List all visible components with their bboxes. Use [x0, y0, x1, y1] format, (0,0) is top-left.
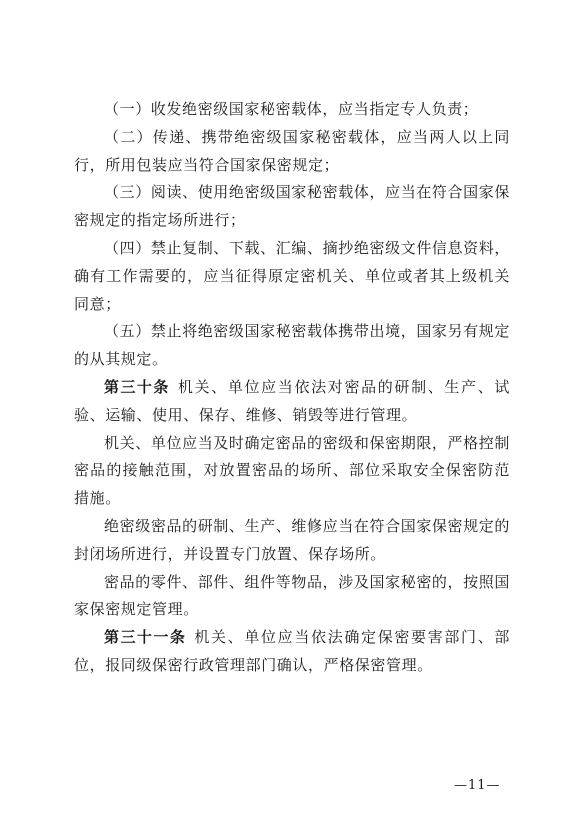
- paragraph-3-text: （三）阅读、使用绝密级国家秘密载体，应当在符合国家保密规定的指定场所进行；: [74, 183, 510, 230]
- paragraph-8-text: 绝密级密品的研制、生产、维修应当在符合国家保密规定的封闭场所进行，并设置专门放置、保存场所。: [74, 516, 510, 563]
- paragraph-9: [74, 569, 510, 625]
- article-31-heading: 第三十一条: [104, 628, 187, 647]
- paragraph-4: [74, 235, 510, 318]
- paragraph-1-text: （一）收发绝密级国家秘密载体，应当指定专人负责；: [104, 100, 479, 118]
- article-31: [74, 624, 510, 680]
- paragraph-7-text: 机关、单位应当及时确定密品的密级和保密期限，严格控制密品的接触范围，对放置密品的场所、部位采取安全保密防范措施。: [74, 433, 510, 508]
- paragraph-5-text: （五）禁止将绝密级国家秘密载体携带出境，国家另有规定的从其规定。: [74, 322, 510, 369]
- paragraph-2: [74, 124, 510, 180]
- article-30-text: 机关、单位应当依法对密品的研制、生产、试验、运输、使用、保存、维修、销毁等进行管理。: [74, 377, 510, 424]
- page-number: —11—: [454, 778, 501, 793]
- article-30-heading: 第三十条: [104, 377, 170, 396]
- paragraph-9-text: 密品的零件、部件、组件等物品，涉及国家秘密的，按照国家保密规定管理。: [74, 572, 510, 619]
- paragraph-8: [74, 513, 510, 569]
- paragraph-3: [74, 179, 510, 235]
- paragraph-7: [74, 430, 510, 513]
- paragraph-2-text: （二）传递、携带绝密级国家秘密载体，应当两人以上同行，所用包装应当符合国家保密规定；: [74, 127, 510, 174]
- document-body: [74, 96, 510, 680]
- article-31-text: 机关、单位应当依法确定保密要害部门、部位，报同级保密行政管理部门确认，严格保密管理。: [74, 628, 510, 674]
- paragraph-1: [74, 96, 510, 124]
- paragraph-5: [74, 318, 510, 374]
- paragraph-4-text: （四）禁止复制、下载、汇编、摘抄绝密级文件信息资料，确有工作需要的，应当征得原定密机关、单位或者其上级机关同意；: [74, 238, 510, 313]
- article-30: [74, 374, 510, 430]
